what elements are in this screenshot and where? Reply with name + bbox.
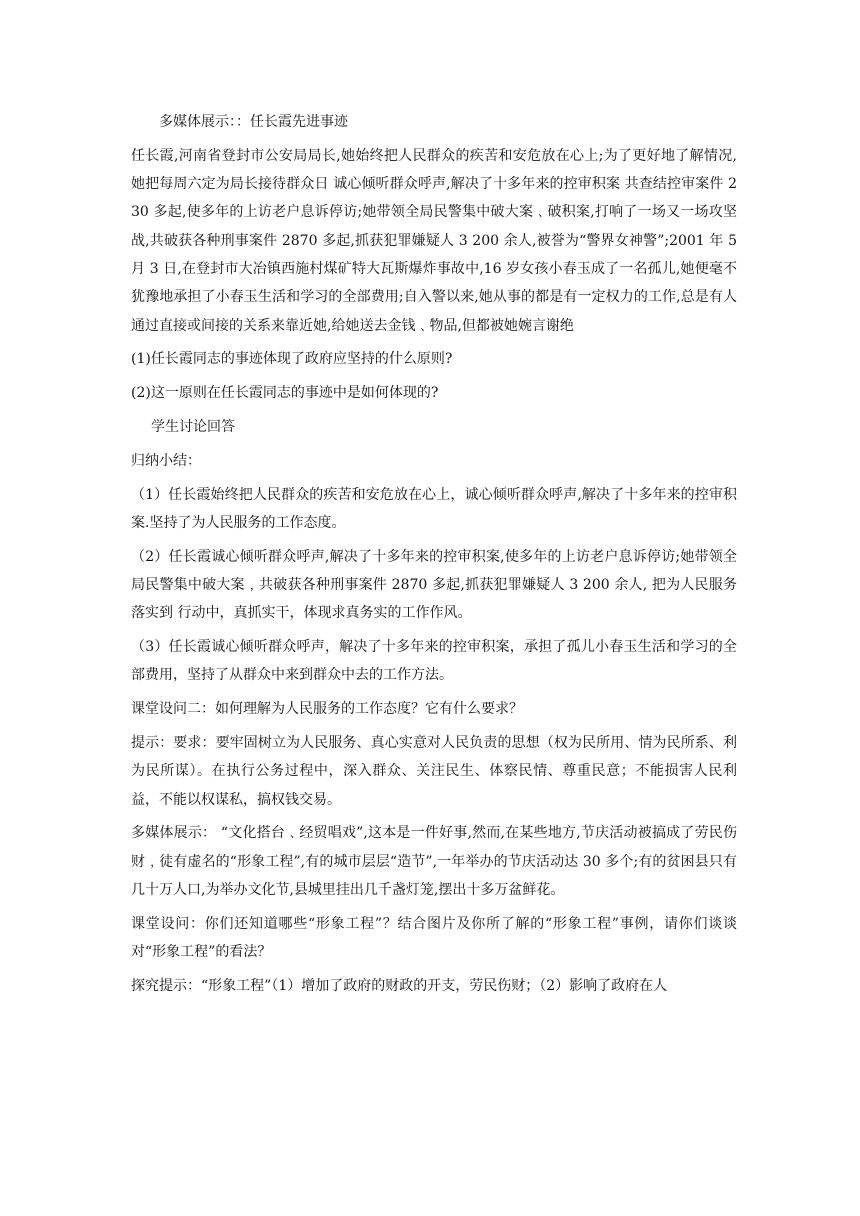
document-body xyxy=(131,108,737,1006)
multimedia-paragraph-2: 多媒体展示： “文化搭台﹑经贸唱戏”,这本是一件好事,然而,在某些地方,节庆活动被搞成了劳民伤财﹐徒有虚名的“形象工程”,有的城市层层“造节”,一年举办的节庆活动达 30 多个;有的贫困县只有几十万人口,为举办文化节,县城里挂出几千盏灯笼,摆出十多万盆鲜花。 xyxy=(131,825,737,898)
summary-point-1: （1）任长霞始终把人民群众的疾苦和安危放在心上，诚心倾听群众呼声,解决了十多年来的控审积案.坚持了为人民服务的工作态度。 xyxy=(131,486,737,531)
inquiry-hint: 探究提示：“形象工程”（1）增加了政府的财政的开支，劳民伤财；（2）影响了政府在人 xyxy=(131,977,668,994)
student-discussion: 学生讨论回答 xyxy=(151,418,235,435)
class-question-2: 课堂设问二：如何理解为人民服务的工作态度？它有什么要求？ xyxy=(131,701,523,718)
story-paragraph: 任长霞,河南省登封市公安局局长,她始终把人民群众的疾苦和安危放在心上;为了更好地了解情况,她把每周六定为局长接待群众日 诚心倾听群众呼声,解决了十多年来的控审积案 共查结控审案件 230 多起,使多年的上访老户息诉停访;她带领全局民警集中破大案﹑破积案,打响了一场又一场攻坚战,共破获各种刑事案件 2870 多起,抓获犯罪嫌疑人 3 200 余人,被誉为“警界女神警”;2001 年 5 月 3 日,在登封市大冶镇西施村煤矿特大瓦斯爆炸事故中,16 岁女孩小春玉成了一名孤儿,她便毫不犹豫地承担了小春玉生活和学习的全部费用;自入警以来,她从事的都是有一定权力的工作,总是有人通过直接或间接的关系来靠近她,给她送去金钱﹑物品,但都被她婉言谢绝 xyxy=(131,147,737,334)
hint-paragraph: 提示：要求：要牢固树立为人民服务、真心实意对人民负责的思想（权为民所用、情为民所系、利为民所谋）。在执行公务过程中，深入群众、关注民生、体察民情、尊重民意；不能损害人民利益，不能以权谋私，搞权钱交易。 xyxy=(131,734,737,808)
summary-heading: 归纳小结： xyxy=(131,452,201,469)
question-2: (2)这一原则在任长霞同志的事迹中是如何体现的? xyxy=(131,385,439,402)
class-question-3: 课堂设问：你们还知道哪些“形象工程”？结合图片及你所了解的“形象工程”事例，请你们谈谈对“形象工程”的看法？ xyxy=(131,915,737,961)
summary-point-2: （2）任长霞诚心倾听群众呼声,解决了十多年来的控审积案,使多年的上访老户息诉停访;她带领全局民警集中破大案﹐共破获各种刑事案件 2870 多起,抓获犯罪嫌疑人 3 200 余人, 把为人民服务落实到 行动中，真抓实干，体现求真务实的工作作风。 xyxy=(131,548,737,622)
summary-point-3: （3）任长霞诚心倾听群众呼声，解决了十多年来的控审积案，承担了孤儿小春玉生活和学习的全部费用，坚持了从群众中来到群众中去的工作方法。 xyxy=(131,639,737,684)
multimedia-heading: 多媒体展示：：任长霞先进事迹 xyxy=(159,114,348,130)
question-1: (1)任长霞同志的事迹体现了政府应坚持的什么原则? xyxy=(131,351,453,368)
